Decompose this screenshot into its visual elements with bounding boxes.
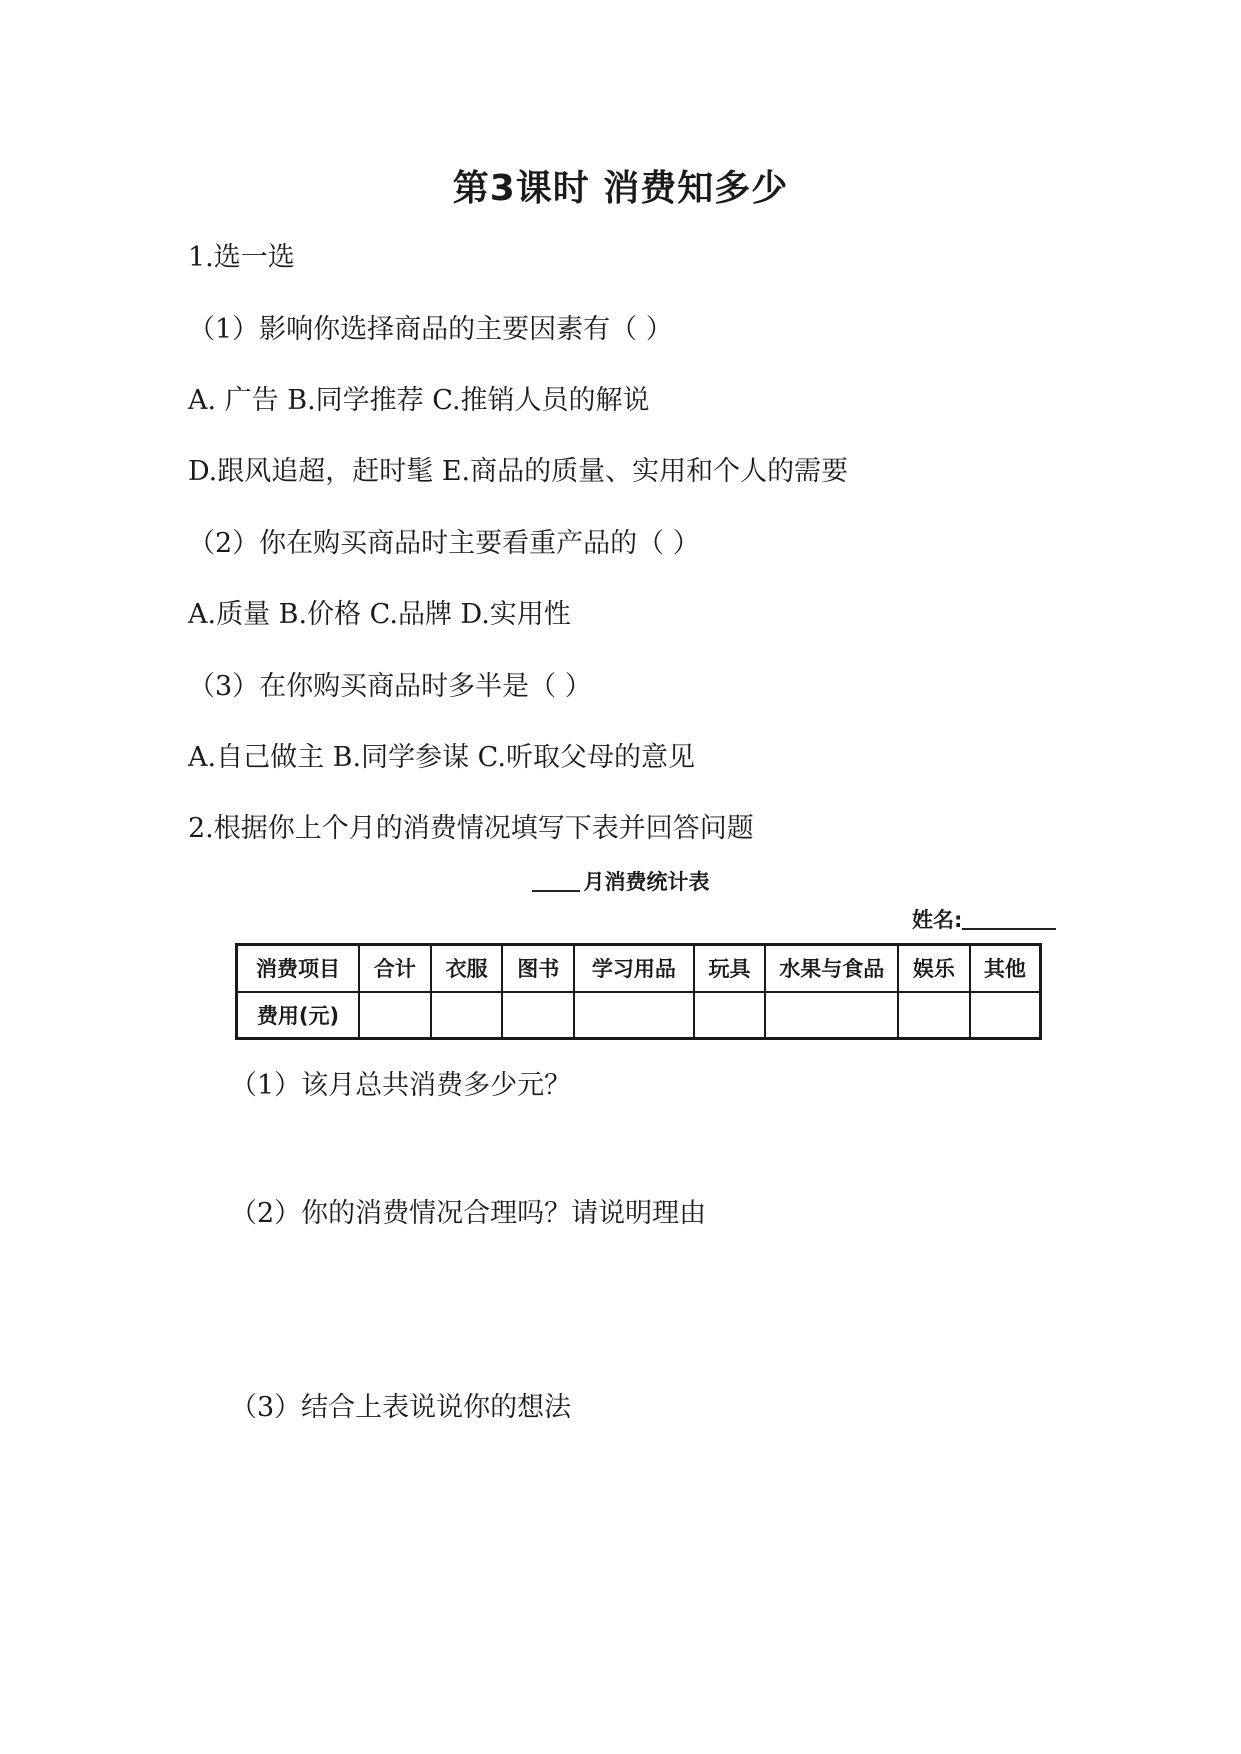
page-title: 第3课时 消费知多少 [452, 168, 789, 209]
fill-cell-toys[interactable] [694, 992, 766, 1039]
row-label: 费用(元) [237, 992, 360, 1039]
question-1-1: （1）影响你选择商品的主要因素有（ ） [188, 314, 673, 345]
expense-table [235, 943, 1042, 1040]
name-blank[interactable] [962, 928, 1056, 930]
month-blank[interactable] [532, 890, 580, 892]
question-2-1: （1）该月总共消费多少元？ [230, 1070, 572, 1101]
header-cell: 学习用品 [574, 945, 694, 992]
question-2-2: （2）你的消费情况合理吗？请说明理由 [230, 1198, 707, 1229]
fill-cell-entertainment[interactable] [898, 992, 970, 1039]
header-cell: 合计 [359, 945, 431, 992]
fill-cell-school-supplies[interactable] [574, 992, 694, 1039]
section1-heading: 1.选一选 [188, 242, 295, 273]
header-cell: 消费项目 [237, 945, 360, 992]
fill-cell-total[interactable] [359, 992, 431, 1039]
header-cell: 图书 [502, 945, 574, 992]
header-cell: 衣服 [431, 945, 503, 992]
table-header-row [237, 945, 1041, 992]
question-1-2-options: A.质量 B.价格 C.品牌 D.实用性 [188, 599, 571, 630]
question-1-1-options-b: D.跟风追超，赶时髦 E.商品的质量、实用和个人的需要 [188, 456, 849, 487]
question-1-3: （3）在你购买商品时多半是（ ） [188, 671, 592, 702]
header-cell: 水果与食品 [765, 945, 898, 992]
header-cell: 其他 [970, 945, 1041, 992]
table-row [237, 992, 1041, 1039]
fill-cell-books[interactable] [502, 992, 574, 1039]
question-1-3-options: A.自己做主 B.同学参谋 C.听取父母的意见 [188, 742, 695, 773]
fill-cell-other[interactable] [970, 992, 1041, 1039]
question-1-1-options-a: A. 广告 B.同学推荐 C.推销人员的解说 [188, 385, 650, 416]
table-caption: 月消费统计表 [0, 866, 1241, 896]
name-field [912, 904, 1056, 934]
section2-heading: 2.根据你上个月的消费情况填写下表并回答问题 [188, 813, 754, 844]
question-1-2: （2）你在购买商品时主要看重产品的（ ） [188, 528, 700, 559]
fill-cell-fruit-food[interactable] [765, 992, 898, 1039]
header-cell: 玩具 [694, 945, 766, 992]
name-label: 姓名: [912, 908, 963, 932]
header-cell: 娱乐 [898, 945, 970, 992]
question-2-3: （3）结合上表说说你的想法 [230, 1392, 572, 1423]
fill-cell-clothes[interactable] [431, 992, 503, 1039]
